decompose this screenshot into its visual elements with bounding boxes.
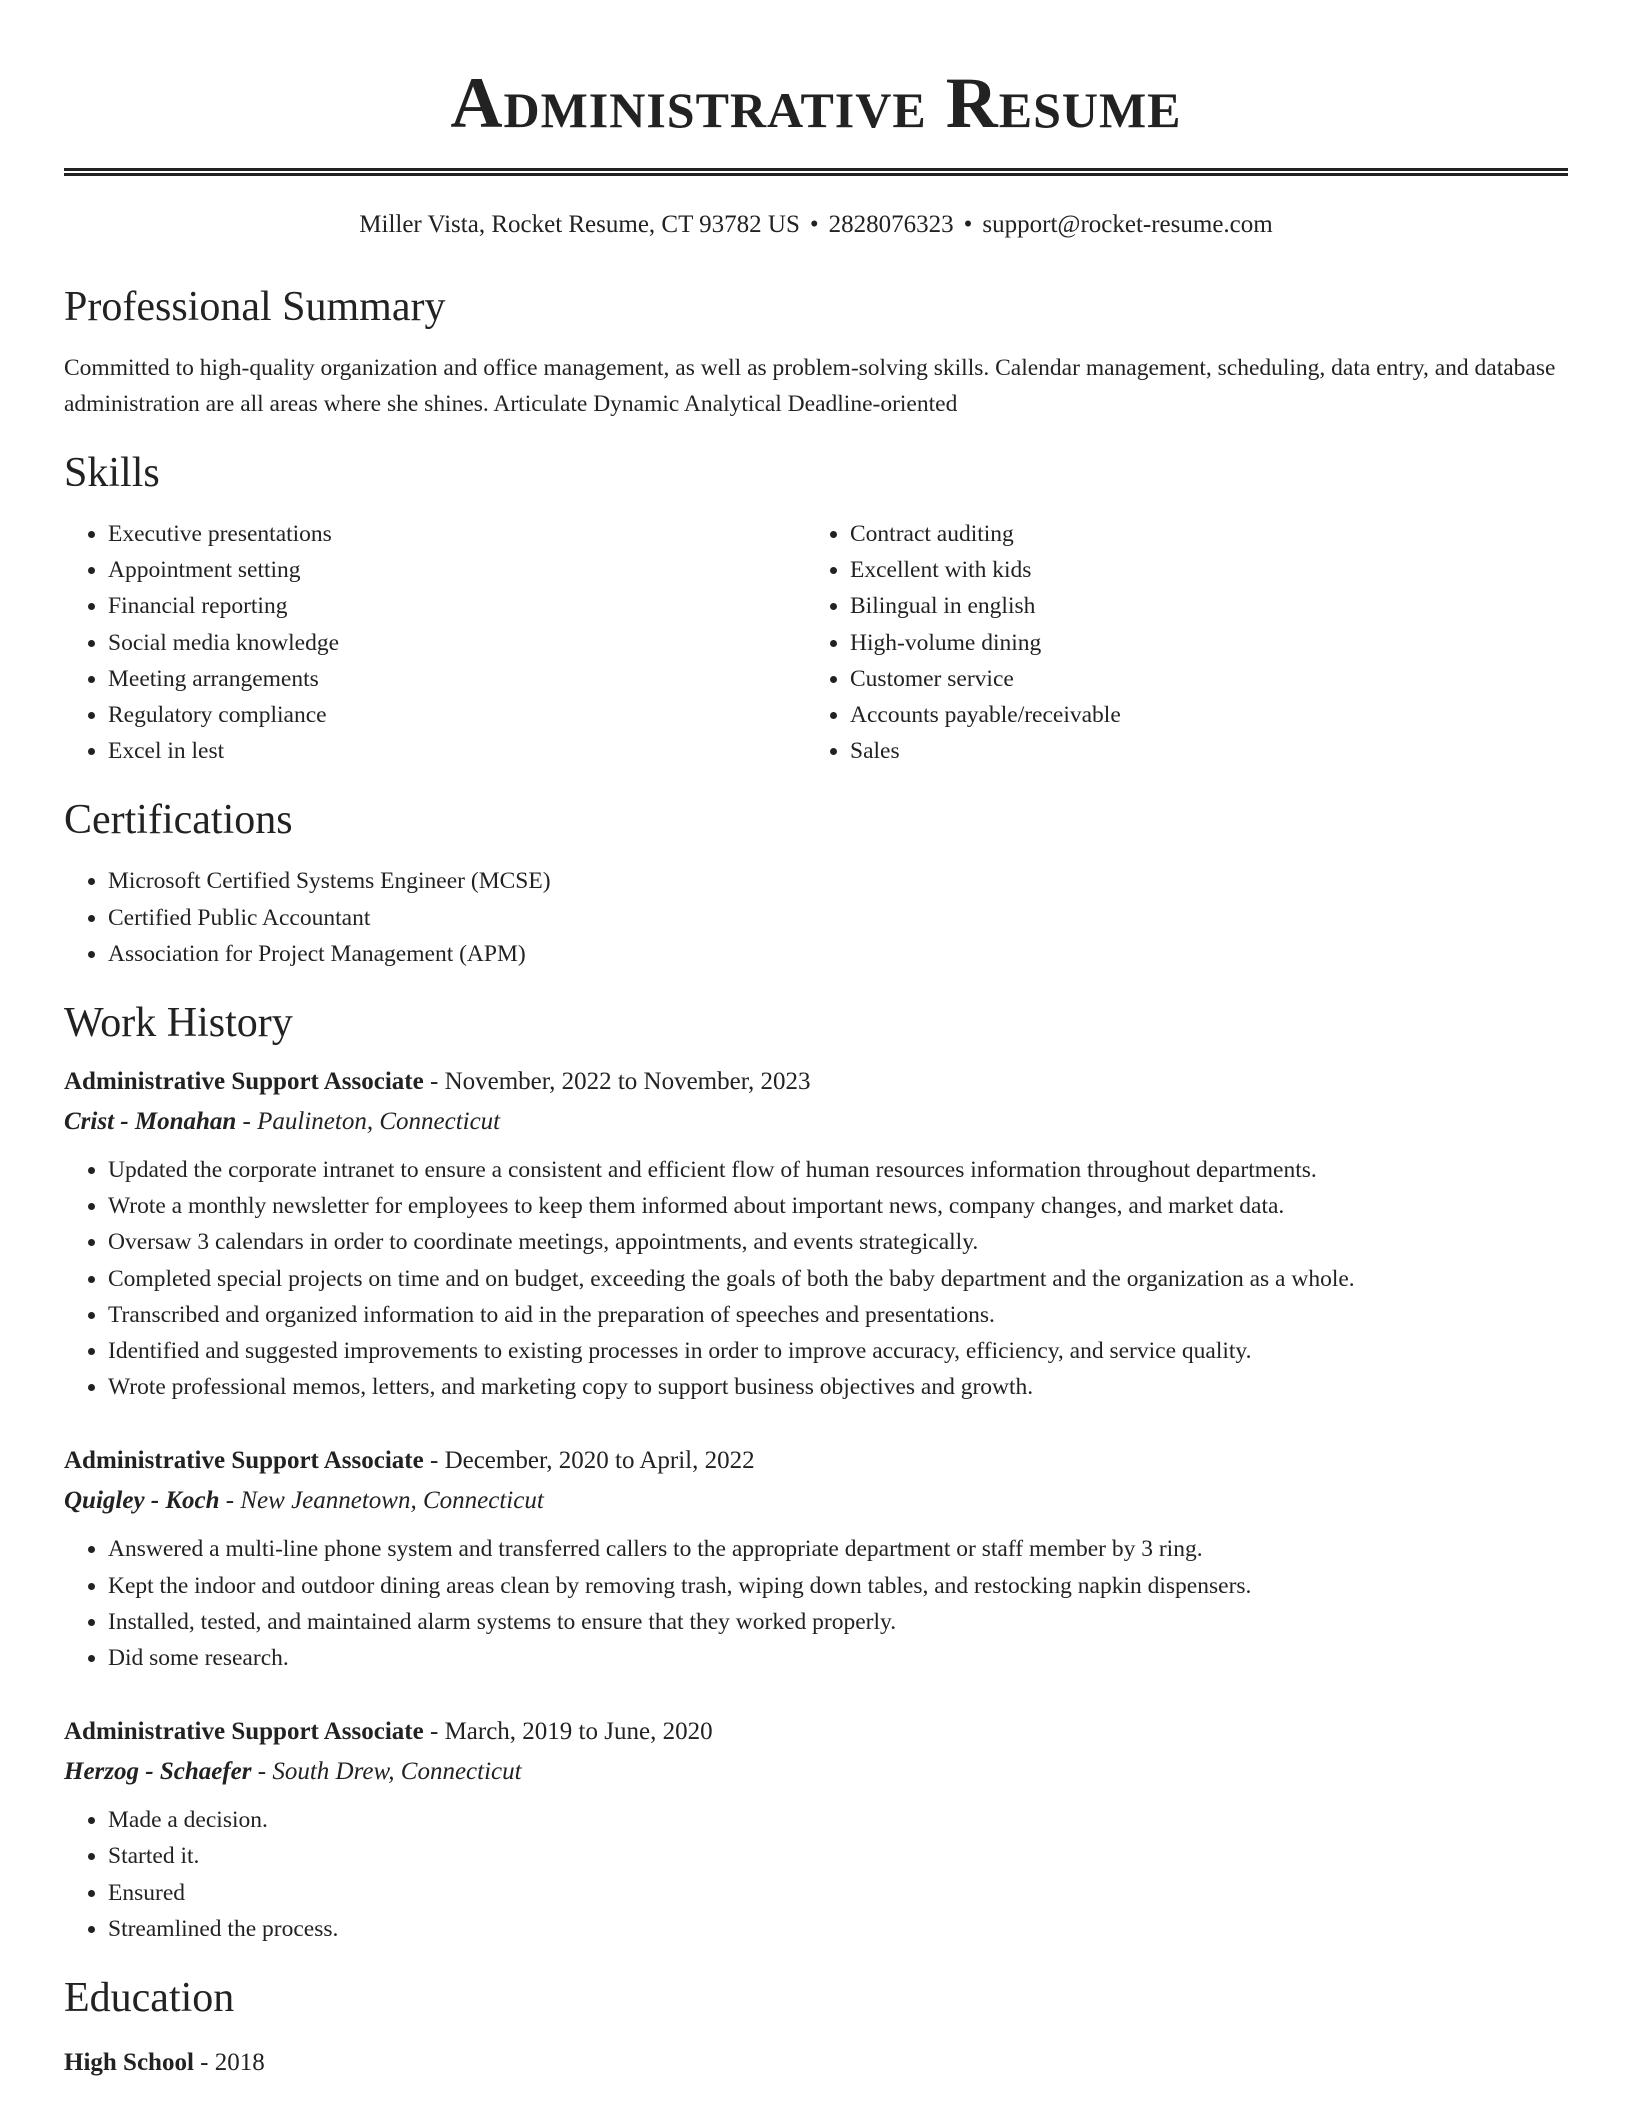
job-bullet: • Answered a multi-line phone system and transferred callers to the appropriate department or staff member by 3 ring. xyxy=(108,1531,1568,1567)
job-title-line xyxy=(64,1062,1568,1102)
job-bullet: • Installed, tested, and maintained alarm systems to ensure that they worked properly. xyxy=(108,1604,1568,1640)
contact-separator: • xyxy=(809,211,819,238)
job-location: South Drew, Connecticut xyxy=(272,1758,522,1786)
work-history-heading: Work History xyxy=(64,1000,293,1047)
job-company-line xyxy=(64,1102,1568,1142)
work-history-section xyxy=(64,998,1568,1947)
skill-item: • Excel in lest xyxy=(108,733,806,769)
skill-item: • Contract auditing xyxy=(850,516,1548,552)
job-bullet: • Completed special projects on time and on budget, exceeding the goals of both the baby department and the organization as a whole. xyxy=(108,1261,1568,1297)
job-location: Paulineton, Connecticut xyxy=(257,1108,501,1136)
job-dash: - xyxy=(236,1108,258,1136)
skill-item: • Social media knowledge xyxy=(108,625,806,661)
skill-item: • Sales xyxy=(850,733,1548,769)
job-dates: November, 2022 to November, 2023 xyxy=(444,1068,811,1096)
job-location: New Jeannetown, Connecticut xyxy=(240,1487,544,1515)
education-entry xyxy=(64,2043,1568,2083)
skill-item: • Meeting arrangements xyxy=(108,661,806,697)
job-dash: - xyxy=(251,1758,273,1786)
certification-item: • Certified Public Accountant xyxy=(108,900,1568,936)
job-entry xyxy=(64,1712,1568,1947)
job-company: Crist - Monahan xyxy=(64,1108,237,1136)
job-title: Administrative Support Associate xyxy=(64,1447,424,1475)
job-bullet: • Made a decision. xyxy=(108,1802,1568,1838)
job-entry xyxy=(64,1441,1568,1676)
education-year: 2018 xyxy=(214,2049,265,2077)
contact-phone: 2828076323 xyxy=(828,211,954,238)
skills-left-column xyxy=(64,516,806,769)
job-company-line xyxy=(64,1481,1568,1521)
skill-item: • Accounts payable/receivable xyxy=(850,697,1548,733)
job-company: Quigley - Koch xyxy=(64,1487,220,1515)
job-bullet: • Updated the corporate intranet to ensure a consistent and efficient flow of human resources information throughout departments. xyxy=(108,1152,1568,1188)
contact-line xyxy=(64,210,1568,240)
job-bullet: • Identified and suggested improvements to existing processes in order to improve accuracy, efficiency, and service quality. xyxy=(108,1333,1568,1369)
job-title: Administrative Support Associate xyxy=(64,1068,424,1096)
resume-title: Administrative Resume xyxy=(450,63,1182,143)
summary-text: Committed to high-quality organization and office management, as well as problem-solving skills. Calendar management, scheduling, data entry, and database administration are all areas where she shines. Articulate Dynamic Analytical Deadline-oriented xyxy=(64,355,1556,417)
job-dash: - xyxy=(423,1718,445,1746)
skill-item: • Customer service xyxy=(850,661,1548,697)
skills-section xyxy=(64,448,1568,769)
job-bullet: • Wrote professional memos, letters, and marketing copy to support business objectives and growth. xyxy=(108,1369,1568,1405)
certifications-heading: Certifications xyxy=(64,797,293,844)
job-company-line xyxy=(64,1752,1568,1792)
education-degree: High School xyxy=(64,2049,194,2077)
contact-address: Miller Vista, Rocket Resume, CT 93782 US xyxy=(359,211,800,238)
education-section xyxy=(64,1973,1568,2083)
education-dash: - xyxy=(193,2049,215,2077)
job-title-line xyxy=(64,1712,1568,1752)
certification-item: • Association for Project Management (APM) xyxy=(108,936,1568,972)
job-dash: - xyxy=(423,1068,445,1096)
job-bullet: • Ensured xyxy=(108,1875,1568,1911)
resume-page xyxy=(64,0,1568,2083)
skills-columns xyxy=(64,516,1568,769)
contact-separator: • xyxy=(963,211,973,238)
job-dates: December, 2020 to April, 2022 xyxy=(444,1447,755,1475)
skill-item: • Executive presentations xyxy=(108,516,806,552)
job-bullet: • Transcribed and organized information to aid in the preparation of speeches and presentations. xyxy=(108,1297,1568,1333)
job-title: Administrative Support Associate xyxy=(64,1718,424,1746)
education-heading: Education xyxy=(64,1975,235,2022)
skill-item: • Regulatory compliance xyxy=(108,697,806,733)
job-dash: - xyxy=(219,1487,241,1515)
job-bullet: • Kept the indoor and outdoor dining areas clean by removing trash, wiping down tables, and restocking napkin dispensers. xyxy=(108,1568,1568,1604)
job-title-line xyxy=(64,1441,1568,1481)
job-bullet: • Started it. xyxy=(108,1838,1568,1874)
skill-item: • Financial reporting xyxy=(108,588,806,624)
job-dash: - xyxy=(423,1447,445,1475)
summary-section xyxy=(64,282,1568,422)
certifications-section xyxy=(64,795,1568,972)
job-dates: March, 2019 to June, 2020 xyxy=(444,1718,713,1746)
job-bullet: • Wrote a monthly newsletter for employees to keep them informed about important news, company changes, and market data. xyxy=(108,1188,1568,1224)
skill-item: • Appointment setting xyxy=(108,552,806,588)
certification-item: • Microsoft Certified Systems Engineer (MCSE) xyxy=(108,863,1568,899)
job-bullet: • Did some research. xyxy=(108,1640,1568,1676)
skills-right-column xyxy=(806,516,1548,769)
skill-item: • Excellent with kids xyxy=(850,552,1548,588)
job-bullet: • Oversaw 3 calendars in order to coordinate meetings, appointments, and events strategically. xyxy=(108,1224,1568,1260)
skills-heading: Skills xyxy=(64,450,160,496)
contact-email: support@rocket-resume.com xyxy=(982,211,1273,238)
skill-item: • Bilingual in english xyxy=(850,588,1548,624)
job-bullet: • Streamlined the process. xyxy=(108,1911,1568,1947)
title-divider xyxy=(64,168,1568,176)
skill-item: • High-volume dining xyxy=(850,625,1548,661)
job-company: Herzog - Schaefer xyxy=(64,1758,252,1786)
summary-heading: Professional Summary xyxy=(64,284,446,330)
job-entry xyxy=(64,1062,1568,1405)
